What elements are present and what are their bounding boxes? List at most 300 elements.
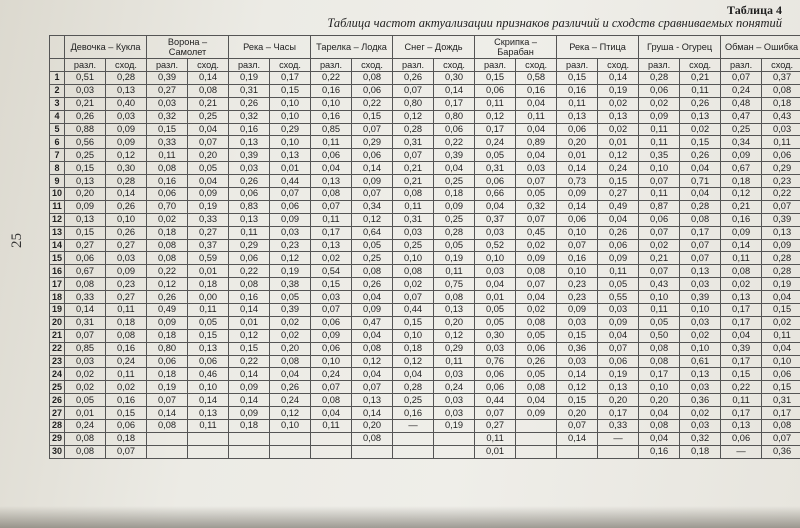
table-cell: 0,13 xyxy=(598,381,639,394)
table-cell: 0,19 xyxy=(188,200,229,213)
table-cell: 0,25 xyxy=(393,394,434,407)
table-cell: 0,11 xyxy=(639,136,680,149)
table-cell: 0,39 xyxy=(721,342,762,355)
table-cell: 0,04 xyxy=(762,342,800,355)
table-cell: 0,15 xyxy=(475,72,516,85)
table-cell: 0,10 xyxy=(270,110,311,123)
table-row xyxy=(50,316,800,329)
table-row xyxy=(50,265,800,278)
table-cell xyxy=(229,445,270,458)
table-cell: 0,08 xyxy=(393,265,434,278)
table-cell: 0,14 xyxy=(106,188,147,201)
table-cell: 0,25 xyxy=(65,149,106,162)
table-cell: 0,22 xyxy=(147,265,188,278)
table-cell: 0,04 xyxy=(516,123,557,136)
table-cell: 0,09 xyxy=(721,226,762,239)
table-cell: 0,13 xyxy=(434,304,475,317)
table-cell: 0,13 xyxy=(65,175,106,188)
row-number: 16 xyxy=(50,265,65,278)
table-cell: 0,14 xyxy=(229,304,270,317)
table-cell: 0,15 xyxy=(352,110,393,123)
table-cell: 0,03 xyxy=(65,84,106,97)
table-row xyxy=(50,381,800,394)
table-cell: 0,09 xyxy=(598,252,639,265)
table-cell: 0,13 xyxy=(188,407,229,420)
table-cell: 0,39 xyxy=(434,149,475,162)
table-cell: 0,13 xyxy=(762,226,800,239)
table-cell: 0,10 xyxy=(680,342,721,355)
table-cell: 0,13 xyxy=(598,110,639,123)
table-cell: 0,14 xyxy=(352,407,393,420)
row-number: 18 xyxy=(50,291,65,304)
table-cell: 0,09 xyxy=(557,188,598,201)
table-cell: 0,15 xyxy=(557,394,598,407)
table-cell: 0,09 xyxy=(639,110,680,123)
table-cell: 0,08 xyxy=(270,355,311,368)
table-cell: 0,04 xyxy=(475,278,516,291)
table-cell: 0,11 xyxy=(311,136,352,149)
table-cell: 0,06 xyxy=(434,123,475,136)
row-number: 28 xyxy=(50,420,65,433)
table-row xyxy=(50,394,800,407)
table-cell: 0,24 xyxy=(598,162,639,175)
table-cell: 0,11 xyxy=(762,329,800,342)
table-cell: 0,47 xyxy=(721,110,762,123)
table-cell: 0,07 xyxy=(639,226,680,239)
table-cell: 0,05 xyxy=(516,329,557,342)
table-cell: 0,28 xyxy=(106,175,147,188)
table-cell: 0,24 xyxy=(106,355,147,368)
table-cell: 0,14 xyxy=(557,432,598,445)
table-cell: 0,32 xyxy=(516,200,557,213)
table-cell: 0,80 xyxy=(393,97,434,110)
table-cell: 0,08 xyxy=(721,265,762,278)
table-cell: 0,05 xyxy=(65,394,106,407)
table-cell: 0,18 xyxy=(680,445,721,458)
table-cell: 0,11 xyxy=(639,304,680,317)
table-cell: 0,29 xyxy=(434,342,475,355)
table-cell: 0,37 xyxy=(762,72,800,85)
table-cell: 0,15 xyxy=(393,316,434,329)
pair-header: Ворона – Самолет xyxy=(147,36,229,59)
row-number: 22 xyxy=(50,342,65,355)
table-cell: 0,05 xyxy=(270,291,311,304)
table-cell: 0,30 xyxy=(106,162,147,175)
table-cell: 0,19 xyxy=(147,381,188,394)
row-number: 24 xyxy=(50,368,65,381)
table-cell: 0,11 xyxy=(721,252,762,265)
table-cell: 0,09 xyxy=(598,316,639,329)
table-cell: 0,15 xyxy=(762,304,800,317)
table-cell: 0,05 xyxy=(188,316,229,329)
table-cell: 0,61 xyxy=(680,355,721,368)
table-cell: 0,01 xyxy=(188,265,229,278)
table-cell: 0,25 xyxy=(352,252,393,265)
table-row xyxy=(50,188,800,201)
table-cell: 0,07 xyxy=(475,407,516,420)
table-cell xyxy=(516,432,557,445)
table-cell: 0,11 xyxy=(557,97,598,110)
table-cell: 0,02 xyxy=(65,368,106,381)
table-cell: 0,15 xyxy=(557,329,598,342)
row-number: 17 xyxy=(50,278,65,291)
table-cell: 0,21 xyxy=(680,72,721,85)
table-cell: 0,04 xyxy=(516,291,557,304)
table-cell: 0,16 xyxy=(639,445,680,458)
table-cell: 0,76 xyxy=(475,355,516,368)
table-cell: 0,11 xyxy=(393,200,434,213)
table-row xyxy=(50,123,800,136)
table-cell: 0,18 xyxy=(147,226,188,239)
table-cell: 0,11 xyxy=(434,355,475,368)
table-cell: 0,17 xyxy=(721,407,762,420)
table-cell: 0,17 xyxy=(434,97,475,110)
table-row xyxy=(50,278,800,291)
table-cell: 0,75 xyxy=(434,278,475,291)
table-cell: 0,03 xyxy=(65,355,106,368)
table-cell: 0,07 xyxy=(311,304,352,317)
table-cell: 0,15 xyxy=(721,368,762,381)
table-cell: 0,12 xyxy=(557,381,598,394)
table-cell: 0,16 xyxy=(557,84,598,97)
table-row xyxy=(50,213,800,226)
table-cell: 0,18 xyxy=(106,316,147,329)
table-cell: 0,08 xyxy=(434,291,475,304)
table-cell: 0,15 xyxy=(680,136,721,149)
table-cell: 0,04 xyxy=(516,394,557,407)
table-cell: 0,07 xyxy=(311,381,352,394)
table-cell: 0,03 xyxy=(106,110,147,123)
table-cell: 0,24 xyxy=(721,84,762,97)
row-number: 30 xyxy=(50,445,65,458)
table-cell: 0,23 xyxy=(557,291,598,304)
table-cell: 0,51 xyxy=(65,72,106,85)
table-cell: 0,21 xyxy=(188,97,229,110)
table-cell: 0,04 xyxy=(680,188,721,201)
table-cell: 0,28 xyxy=(393,123,434,136)
table-cell: 0,10 xyxy=(270,97,311,110)
table-cell: 0,16 xyxy=(311,110,352,123)
table-cell: 0,24 xyxy=(475,136,516,149)
row-number: 27 xyxy=(50,407,65,420)
table-cell: 0,02 xyxy=(639,97,680,110)
table-cell: 0,24 xyxy=(65,420,106,433)
table-cell: 0,05 xyxy=(475,149,516,162)
table-cell: 0,22 xyxy=(311,72,352,85)
table-cell: 0,07 xyxy=(147,394,188,407)
table-cell: 0,26 xyxy=(106,226,147,239)
table-cell: 0,19 xyxy=(229,72,270,85)
table-cell: 0,09 xyxy=(516,252,557,265)
table-cell: 0,46 xyxy=(188,368,229,381)
table-cell: 0,11 xyxy=(516,110,557,123)
table-cell: 0,08 xyxy=(147,420,188,433)
table-cell: 0,09 xyxy=(229,381,270,394)
table-cell: 0,04 xyxy=(352,368,393,381)
sim-header: сход. xyxy=(270,59,311,72)
pair-header: Скрипка – Барабан xyxy=(475,36,557,59)
row-number: 26 xyxy=(50,394,65,407)
table-cell: 0,11 xyxy=(229,226,270,239)
table-cell: 0,48 xyxy=(721,97,762,110)
row-number: 9 xyxy=(50,175,65,188)
table-cell: 0,06 xyxy=(516,342,557,355)
table-cell: 0,08 xyxy=(65,278,106,291)
table-cell: 0,01 xyxy=(475,291,516,304)
table-cell: 0,07 xyxy=(639,265,680,278)
table-cell: 0,27 xyxy=(106,239,147,252)
table-cell xyxy=(557,445,598,458)
table-cell: 0,14 xyxy=(434,84,475,97)
table-row xyxy=(50,368,800,381)
table-cell: 0,08 xyxy=(352,432,393,445)
table-cell: 0,20 xyxy=(188,149,229,162)
table-cell: 0,05 xyxy=(639,316,680,329)
table-cell: 0,05 xyxy=(475,304,516,317)
table-cell: 0,08 xyxy=(311,188,352,201)
table-cell: 0,04 xyxy=(639,407,680,420)
table-cell: 0,17 xyxy=(311,226,352,239)
pair-header: Груша - Огурец xyxy=(639,36,721,59)
table-row xyxy=(50,445,800,458)
table-cell: 0,11 xyxy=(639,123,680,136)
table-cell: 0,55 xyxy=(598,291,639,304)
table-cell: 0,17 xyxy=(721,355,762,368)
table-cell: 0,22 xyxy=(762,188,800,201)
table-cell: 0,08 xyxy=(516,316,557,329)
table-cell: 0,36 xyxy=(680,394,721,407)
table-row xyxy=(50,329,800,342)
diff-header: разл. xyxy=(639,59,680,72)
table-cell: 0,14 xyxy=(598,72,639,85)
table-cell: 0,19 xyxy=(434,252,475,265)
row-number: 14 xyxy=(50,239,65,252)
table-cell: 0,06 xyxy=(311,342,352,355)
table-cell: 0,38 xyxy=(270,278,311,291)
table-cell: 0,08 xyxy=(65,445,106,458)
table-cell: 0,15 xyxy=(270,84,311,97)
table-row xyxy=(50,226,800,239)
table-cell: 0,07 xyxy=(721,72,762,85)
row-number: 2 xyxy=(50,84,65,97)
pair-header: Тарелка – Лодка xyxy=(311,36,393,59)
table-cell: 0,08 xyxy=(106,329,147,342)
table-cell: 0,09 xyxy=(147,316,188,329)
table-cell: 0,14 xyxy=(557,368,598,381)
table-cell: 0,26 xyxy=(680,149,721,162)
table-cell: 0,13 xyxy=(229,213,270,226)
table-cell: 0,11 xyxy=(721,394,762,407)
table-cell: 0,17 xyxy=(721,316,762,329)
table-cell: 0,56 xyxy=(65,136,106,149)
table-cell: 0,54 xyxy=(311,265,352,278)
table-cell: 0,02 xyxy=(762,316,800,329)
table-cell: 0,16 xyxy=(106,342,147,355)
table-cell: 0,03 xyxy=(147,97,188,110)
table-cell: 0,04 xyxy=(188,123,229,136)
table-cell: 0,73 xyxy=(557,175,598,188)
table-cell xyxy=(598,445,639,458)
table-cell: 0,58 xyxy=(516,72,557,85)
table-cell: 0,13 xyxy=(721,291,762,304)
table-cell: 0,17 xyxy=(270,72,311,85)
table-cell: 0,14 xyxy=(557,200,598,213)
table-cell: — xyxy=(721,445,762,458)
table-cell: 0,22 xyxy=(721,381,762,394)
table-cell: 0,59 xyxy=(188,252,229,265)
table-cell: 0,03 xyxy=(557,316,598,329)
table-cell: 0,22 xyxy=(434,136,475,149)
table-cell: 0,11 xyxy=(434,265,475,278)
table-cell: 0,23 xyxy=(106,278,147,291)
corner-cell xyxy=(50,36,65,59)
table-cell: 0,39 xyxy=(270,304,311,317)
table-cell: 0,45 xyxy=(516,226,557,239)
table-cell: 0,08 xyxy=(352,265,393,278)
table-cell xyxy=(188,432,229,445)
table-cell: 0,10 xyxy=(393,329,434,342)
table-cell: 0,09 xyxy=(106,136,147,149)
table-cell: 0,11 xyxy=(598,265,639,278)
table-cell: 0,08 xyxy=(639,420,680,433)
table-cell: 0,39 xyxy=(680,291,721,304)
table-cell: 0,11 xyxy=(311,420,352,433)
table-body xyxy=(50,72,800,459)
sim-header: сход. xyxy=(762,59,800,72)
table-cell: 0,07 xyxy=(639,175,680,188)
table-cell: 0,32 xyxy=(229,110,270,123)
pair-header: Снег – Дождь xyxy=(393,36,475,59)
table-cell: 0,25 xyxy=(434,175,475,188)
row-number: 3 xyxy=(50,97,65,110)
row-number: 10 xyxy=(50,188,65,201)
row-number: 29 xyxy=(50,432,65,445)
table-cell: 0,33 xyxy=(65,291,106,304)
table-cell: 0,12 xyxy=(352,213,393,226)
table-cell: — xyxy=(393,420,434,433)
table-cell xyxy=(229,432,270,445)
table-cell: 0,34 xyxy=(352,200,393,213)
table-cell: 0,04 xyxy=(598,329,639,342)
table-cell: 0,11 xyxy=(680,84,721,97)
table-cell: 0,26 xyxy=(106,200,147,213)
table-cell: 0,02 xyxy=(598,97,639,110)
table-cell: 0,06 xyxy=(311,149,352,162)
table-cell: — xyxy=(598,432,639,445)
table-cell: 0,13 xyxy=(65,213,106,226)
table-cell: 0,15 xyxy=(229,342,270,355)
row-number: 8 xyxy=(50,162,65,175)
table-cell: 0,19 xyxy=(598,368,639,381)
table-cell: 0,08 xyxy=(762,420,800,433)
table-cell: 0,16 xyxy=(229,123,270,136)
table-cell: 0,06 xyxy=(557,213,598,226)
row-number: 5 xyxy=(50,123,65,136)
table-cell: 0,04 xyxy=(311,407,352,420)
table-row xyxy=(50,200,800,213)
table-cell: 0,12 xyxy=(229,329,270,342)
table-cell: 0,20 xyxy=(557,407,598,420)
row-number: 25 xyxy=(50,381,65,394)
table-cell: 0,80 xyxy=(434,110,475,123)
pair-header: Обман – Ошибка xyxy=(721,36,800,59)
table-cell: 0,19 xyxy=(762,278,800,291)
table-cell: 0,03 xyxy=(311,291,352,304)
table-cell: 0,39 xyxy=(762,213,800,226)
table-cell xyxy=(270,445,311,458)
table-cell: 0,25 xyxy=(393,239,434,252)
table-cell: 0,02 xyxy=(106,381,147,394)
table-cell: 0,02 xyxy=(639,239,680,252)
table-cell: 0,02 xyxy=(311,252,352,265)
table-cell: 0,26 xyxy=(229,97,270,110)
table-cell: 0,13 xyxy=(680,110,721,123)
table-cell: 0,23 xyxy=(557,278,598,291)
table-cell xyxy=(188,445,229,458)
table-cell: 0,24 xyxy=(270,394,311,407)
table-cell: 0,07 xyxy=(311,200,352,213)
table-cell: 0,31 xyxy=(229,84,270,97)
table-cell: 0,08 xyxy=(147,252,188,265)
table-cell: 0,12 xyxy=(270,407,311,420)
table-cell: 0,10 xyxy=(557,265,598,278)
table-cell: 0,09 xyxy=(516,407,557,420)
table-row xyxy=(50,407,800,420)
table-cell: 0,06 xyxy=(762,368,800,381)
table-cell: 0,12 xyxy=(598,149,639,162)
table-cell: 0,13 xyxy=(270,149,311,162)
table-cell: 0,31 xyxy=(762,394,800,407)
diff-header: разл. xyxy=(557,59,598,72)
table-cell: 0,05 xyxy=(188,162,229,175)
table-cell: 0,07 xyxy=(352,381,393,394)
table-cell: 0,26 xyxy=(680,97,721,110)
table-cell: 0,11 xyxy=(311,213,352,226)
table-cell: 0,21 xyxy=(393,175,434,188)
table-cell: 0,09 xyxy=(721,149,762,162)
frequency-table xyxy=(49,35,800,459)
table-cell: 0,02 xyxy=(516,304,557,317)
table-cell: 0,10 xyxy=(270,136,311,149)
table-cell: 0,07 xyxy=(352,123,393,136)
table-cell: 0,04 xyxy=(352,291,393,304)
table-cell: 0,03 xyxy=(680,381,721,394)
table-cell: 0,11 xyxy=(106,368,147,381)
table-cell: 0,28 xyxy=(762,265,800,278)
table-cell: 0,07 xyxy=(762,200,800,213)
table-cell: 0,43 xyxy=(639,278,680,291)
table-cell: 0,08 xyxy=(516,381,557,394)
table-cell: 0,27 xyxy=(65,239,106,252)
table-cell: 0,43 xyxy=(762,110,800,123)
table-cell: 0,44 xyxy=(270,175,311,188)
row-number: 20 xyxy=(50,316,65,329)
table-cell: 0,09 xyxy=(311,329,352,342)
table-cell: 0,03 xyxy=(475,226,516,239)
pair-header: Девочка – Кукла xyxy=(65,36,147,59)
table-cell: 0,37 xyxy=(188,239,229,252)
table-cell: 0,29 xyxy=(229,239,270,252)
table-cell: 0,04 xyxy=(680,162,721,175)
table-cell: 0,44 xyxy=(475,394,516,407)
table-cell: 0,18 xyxy=(393,342,434,355)
table-cell: 0,01 xyxy=(65,407,106,420)
table-cell: 0,10 xyxy=(311,355,352,368)
table-cell: 0,13 xyxy=(311,239,352,252)
table-cell: 0,28 xyxy=(680,200,721,213)
table-cell: 0,37 xyxy=(475,213,516,226)
table-cell: 0,23 xyxy=(762,175,800,188)
